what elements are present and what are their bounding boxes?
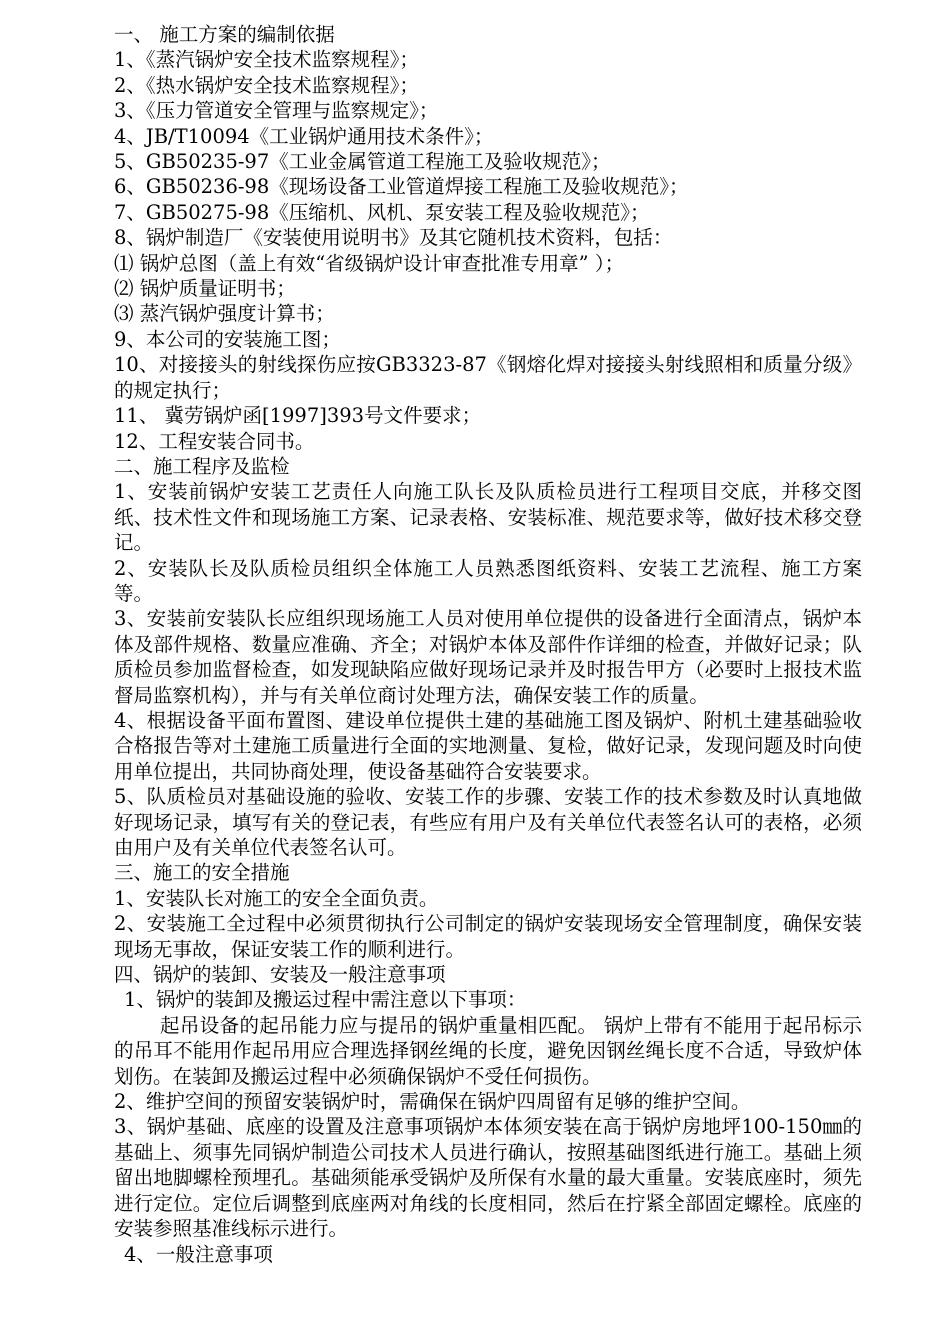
handling-paragraph: 起吊设备的起吊能力应与提吊的锅炉重量相匹配。 锅炉上带有不能用于起吊标示的吊耳不能用作起吊用应合理选择钢丝绳的长度，避免因钢丝绳长度不合适，导致炉体划伤。在装卸及搬运过程中必须确保锅炉不受任何损伤。: [114, 1013, 862, 1088]
sub-reference-item: ⑵ 锅炉质量证明书；: [114, 277, 296, 301]
procedure-paragraph: 5、队质检员对基础设施的验收、安装工作的步骤、安装工作的技术参数及时认真地做好现场记录，填写有关的登记表，有些应有用户及有关单位代表签名认可的表格，必须由用户及有关单位代表签名认可。: [114, 785, 862, 859]
reference-item: 6、GB50236-98《现场设备工业管道焊接工程施工及验收规范》；: [114, 175, 689, 199]
section-heading-1: 一、 施工方案的编制依据: [114, 23, 335, 46]
reference-item: 2、《热水锅炉安全技术监察规程》；: [114, 73, 419, 97]
reference-item: 10、对接接头的射线探伤应按GB3323-87《钢熔化焊对接接头射线照相和质量分级》的规定执行；: [114, 353, 862, 402]
procedure-paragraph: 2、安装队长及队质检员组织全体施工人员熟悉图纸资料、安装工艺流程、施工方案等。: [114, 556, 862, 605]
reference-item: 9、本公司的安装施工图；: [114, 327, 341, 351]
sub-reference-item: ⑶ 蒸汽锅炉强度计算书；: [114, 302, 335, 326]
procedure-paragraph: 1、安装前锅炉安装工艺责任人向施工队长及队质检员进行工程项目交底，并移交图纸、技术性文件和现场施工方案、记录表格、安装标准、规范要求等，做好技术移交登记。: [114, 480, 862, 555]
document-body: [114, 22, 862, 1267]
sub-reference-item: ⑴ 锅炉总图（盖上有效“省级锅炉设计审查批准专用章” ）；: [114, 251, 625, 275]
reference-item: 4、JB/T10094《工业锅炉通用技术条件》；: [114, 124, 494, 148]
reference-item: 8、锅炉制造厂《安装使用说明书》及其它随机技术资料，包括：: [114, 226, 673, 250]
reference-item: 7、GB50275-98《压缩机、风机、泵安装工程及验收规范》；: [114, 200, 650, 224]
foundation-paragraph: 3、锅炉基础、底座的设置及注意事项锅炉本体须安装在高于锅炉房地坪100-150㎜的基础上、须事先同锅炉制造公司技术人员进行确认，按照基础图纸进行施工。基础上须留出地脚螺栓预埋孔。基础须能承受锅炉及所保有水量的最大重量。安装底座时，须先进行定位。定位后调整到底座两对角线的长度相同，然后在拧紧全部固定螺栓。底座的安装参照基准线标示进行。: [114, 1115, 862, 1241]
reference-item: 11、 冀劳锅炉函[1997]393号文件要求；: [114, 404, 482, 428]
procedure-paragraph: 4、根据设备平面布置图、建设单位提供土建的基础施工图及锅炉、附机土建基础验收合格报告等对土建施工质量进行全面的实地测量、复检，做好记录，发现问题及时向使用单位提出，共同协商处理，使设备基础符合安装要求。: [114, 708, 862, 783]
subsection-heading: 4、一般注意事项: [124, 1242, 273, 1266]
section-heading-3: 三、施工的安全措施: [114, 861, 290, 885]
reference-item: 5、GB50235-97《工业金属管道工程施工及验收规范》；: [114, 150, 611, 174]
safety-item: 1、安装队长对施工的安全全面负责。: [114, 886, 439, 910]
subsection-heading: 1、锅炉的装卸及搬运过程中需注意以下事项：: [124, 988, 527, 1012]
reference-item: 12、工程安装合同书。: [114, 429, 315, 453]
procedure-paragraph: 3、安装前安装队长应组织现场施工人员对使用单位提供的设备进行全面清点，锅炉本体及部件规格、数量应准确、齐全；对锅炉本体及部件作详细的检查，并做好记录；队质检员参加监督检查，如发现缺陷应做好现场记录并及时报告甲方（必要时上报技术监督局监察机构），并与有关单位商讨处理方法，确保安装工作的质量。: [114, 607, 862, 707]
section-heading-2: 二、施工程序及监检: [114, 454, 290, 478]
maintenance-item: 2、维护空间的预留安装锅炉时，需确保在锅炉四周留有足够的维护空间。: [114, 1090, 751, 1114]
safety-paragraph: 2、安装施工全过程中必须贯彻执行公司制定的锅炉安装现场安全管理制度，确保安装现场无事故，保证安装工作的顺利进行。: [114, 912, 862, 961]
section-heading-4: 四、锅炉的装卸、安装及一般注意事项: [114, 963, 446, 987]
reference-item: 1、《蒸汽锅炉安全技术监察规程》；: [114, 48, 419, 72]
reference-item: 3、《压力管道安全管理与监察规定》；: [114, 99, 439, 123]
